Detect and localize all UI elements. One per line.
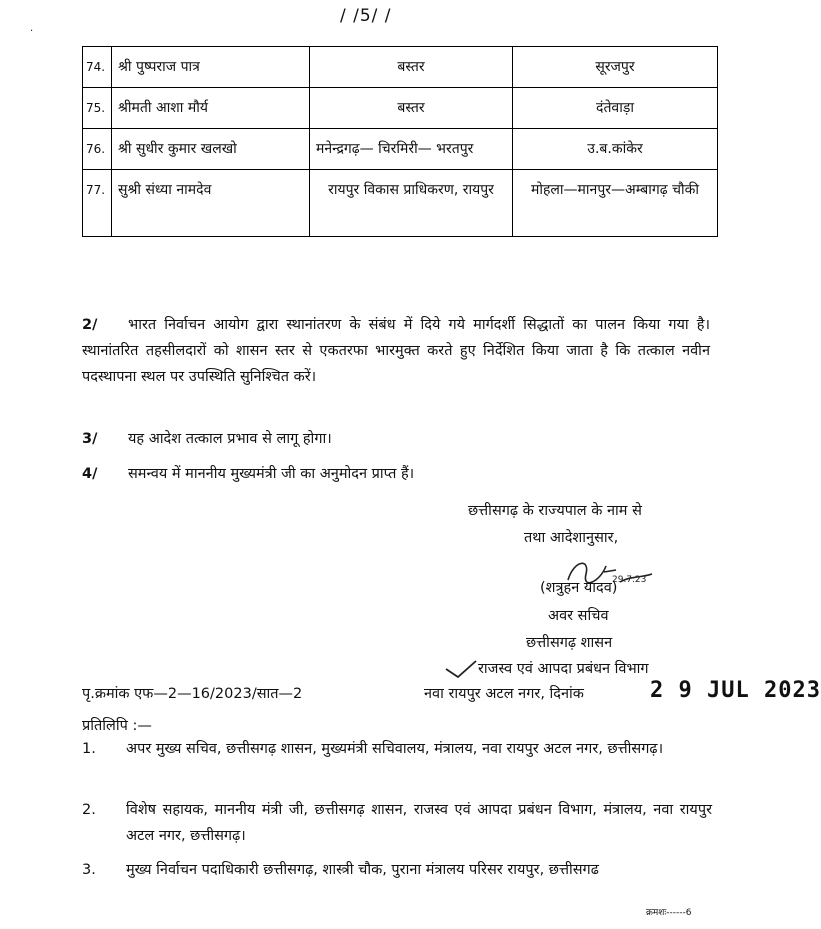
- current-posting: रायपुर विकास प्राधिकरण, रायपुर: [310, 170, 513, 237]
- table-row: [83, 129, 718, 170]
- continuation-mark: क्रमशः------6: [646, 908, 692, 918]
- row-number: 74.: [83, 47, 112, 88]
- date-stamp: 2 9 JUL 2023: [650, 678, 821, 703]
- transfer-table: [82, 46, 718, 237]
- copy-item-number: 3.: [82, 862, 96, 878]
- current-posting: मनेन्द्रगढ़— चिरमिरी— भरतपुर: [310, 129, 513, 170]
- department-text: राजस्व एवं आपदा प्रबंधन विभाग: [478, 661, 649, 677]
- signatory-designation: अवर सचिव: [548, 608, 609, 624]
- signatory-office: छत्तीसगढ़ शासन: [526, 635, 613, 651]
- signatory-name: (शत्रुहन यादव): [540, 580, 618, 596]
- check-mark-icon: [444, 659, 478, 679]
- paragraph-3: [82, 426, 710, 452]
- copy-item-text: विशेष सहायक, माननीय मंत्री जी, छत्तीसगढ़ शासन, राजस्व एवं आपदा प्रबंधन विभाग, मंत्रालय, नवा रायपुर अटल नगर, छत्तीसगढ़।: [126, 802, 712, 844]
- row-number: 75.: [83, 88, 112, 129]
- copy-item: [82, 736, 712, 762]
- officer-name: सुश्री संध्या नामदेव: [112, 170, 310, 237]
- paragraph-text: भारत निर्वाचन आयोग द्वारा स्थानांतरण के संबंध में दिये गये मार्गदर्शी सिद्धातों का पालन किया गया है। स्थानांतरित तहसीलदारों को शासन स्तर से एकतरफा भारमुक्त करते हुए निर्देशित किया जाता है कि तत्काल नवीन पदस्थापना स्थल पर उपस्थिति सुनिश्चित करें।: [82, 317, 710, 385]
- officer-name: श्री सुधीर कुमार खलखो: [112, 129, 310, 170]
- new-posting: उ.ब.कांकेर: [513, 129, 718, 170]
- paragraph-4: [82, 461, 710, 487]
- paragraph-number: 2/: [82, 317, 98, 333]
- copy-item: [82, 857, 712, 883]
- table-row: [83, 47, 718, 88]
- copy-item-number: 2.: [82, 802, 96, 818]
- paragraph-text: समन्वय में माननीय मुख्यमंत्री जी का अनुमोदन प्राप्त हैं।: [128, 466, 415, 482]
- current-posting: बस्तर: [310, 88, 513, 129]
- svg-text:29.7.23: 29.7.23: [612, 575, 647, 585]
- officer-name: श्री पुष्पराज पात्र: [112, 47, 310, 88]
- stray-dot: ·: [30, 26, 34, 37]
- signatory-department: [444, 658, 649, 679]
- paragraph-number: 4/: [82, 466, 98, 482]
- new-posting: मोहला—मानपुर—अम्बागढ़ चौकी: [513, 170, 718, 237]
- page-number: / /5/ /: [340, 6, 392, 26]
- table-row: [83, 170, 718, 237]
- officer-name: श्रीमती आशा मौर्य: [112, 88, 310, 129]
- paragraph-number: 3/: [82, 431, 98, 447]
- copy-heading: प्रतिलिपि :—: [82, 718, 152, 734]
- table-row: [83, 88, 718, 129]
- new-posting: सूरजपुर: [513, 47, 718, 88]
- new-posting: दंतेवाड़ा: [513, 88, 718, 129]
- signature-line-2: तथा आदेशानुसार,: [524, 530, 619, 546]
- row-number: 76.: [83, 129, 112, 170]
- copy-item-text: मुख्य निर्वाचन पदाधिकारी छत्तीसगढ़, शास्त्री चौक, पुराना मंत्रालय परिसर रायपुर, छत्तीसगढ: [126, 862, 599, 878]
- current-posting: बस्तर: [310, 47, 513, 88]
- paragraph-text: यह आदेश तत्काल प्रभाव से लागू होगा।: [128, 431, 332, 447]
- paragraph-2: [82, 312, 710, 390]
- copy-item: [82, 797, 712, 849]
- reference-place: नवा रायपुर अटल नगर, दिनांक: [424, 686, 584, 702]
- reference-number: पृ.क्रमांक एफ—2—16/2023/सात—2: [82, 686, 303, 702]
- signature-line-1: छत्तीसगढ़ के राज्यपाल के नाम से: [468, 503, 642, 519]
- copy-item-number: 1.: [82, 741, 96, 757]
- row-number: 77.: [83, 170, 112, 237]
- copy-item-text: अपर मुख्य सचिव, छत्तीसगढ़ शासन, मुख्यमंत्री सचिवालय, मंत्रालय, नवा रायपुर अटल नगर, छत्तीसगढ़।: [126, 741, 664, 757]
